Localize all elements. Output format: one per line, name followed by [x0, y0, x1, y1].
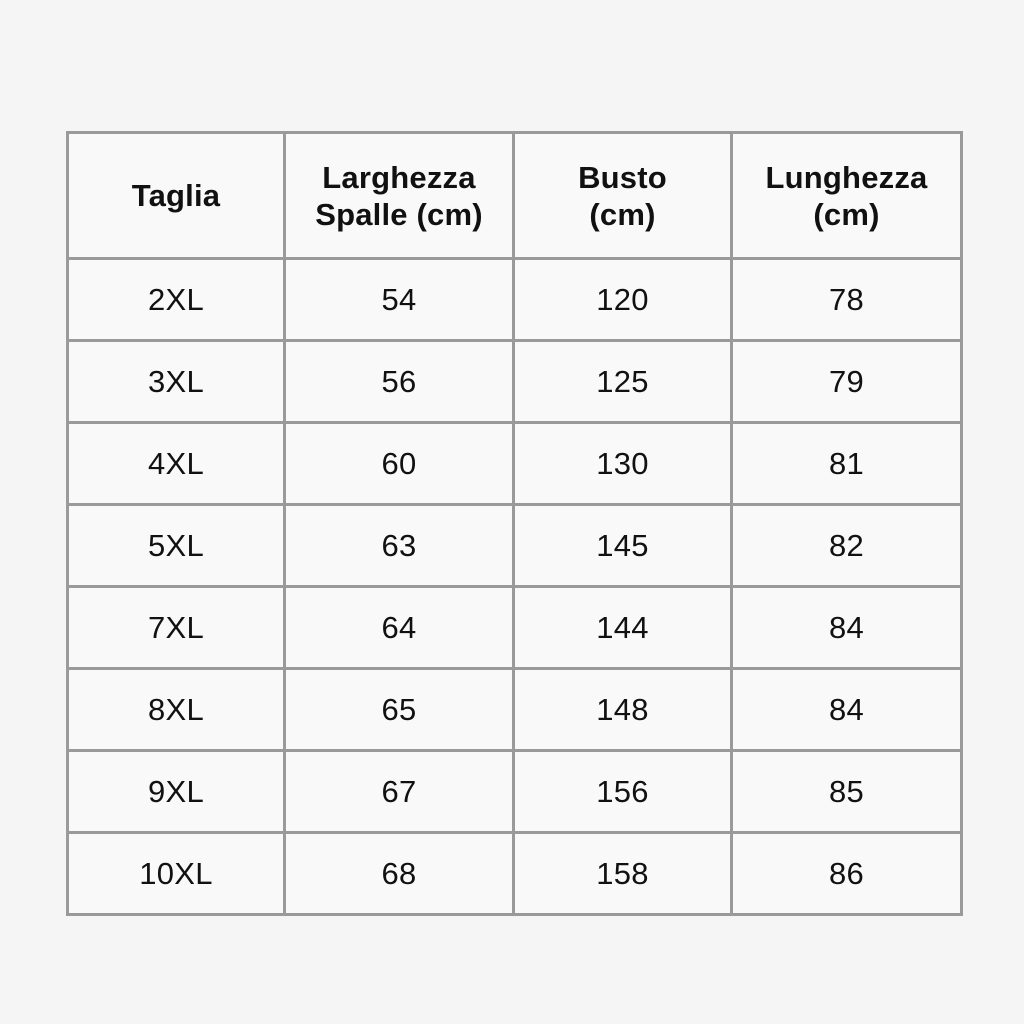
cell-larghezza-spalle: 56: [285, 341, 514, 423]
cell-busto: 130: [514, 423, 732, 505]
cell-taglia: 8XL: [68, 669, 285, 751]
header-row: [68, 133, 962, 259]
cell-lunghezza: 78: [732, 259, 962, 341]
cell-larghezza-spalle: 68: [285, 833, 514, 915]
cell-larghezza-spalle: 54: [285, 259, 514, 341]
table-row: [68, 751, 962, 833]
cell-taglia: 3XL: [68, 341, 285, 423]
cell-larghezza-spalle: 65: [285, 669, 514, 751]
cell-taglia: 2XL: [68, 259, 285, 341]
table-row: [68, 423, 962, 505]
cell-lunghezza: 86: [732, 833, 962, 915]
header-larghezza-spalle: Larghezza Spalle (cm): [285, 133, 514, 259]
table-row: [68, 505, 962, 587]
cell-lunghezza: 85: [732, 751, 962, 833]
cell-larghezza-spalle: 63: [285, 505, 514, 587]
cell-taglia: 5XL: [68, 505, 285, 587]
table-row: [68, 669, 962, 751]
cell-taglia: 9XL: [68, 751, 285, 833]
cell-larghezza-spalle: 67: [285, 751, 514, 833]
cell-busto: 148: [514, 669, 732, 751]
cell-busto: 144: [514, 587, 732, 669]
cell-lunghezza: 81: [732, 423, 962, 505]
size-chart-table: [66, 131, 963, 916]
cell-taglia: 4XL: [68, 423, 285, 505]
cell-larghezza-spalle: 64: [285, 587, 514, 669]
cell-busto: 145: [514, 505, 732, 587]
table-header: [68, 133, 962, 259]
cell-busto: 158: [514, 833, 732, 915]
cell-taglia: 7XL: [68, 587, 285, 669]
cell-taglia: 10XL: [68, 833, 285, 915]
cell-lunghezza: 84: [732, 587, 962, 669]
cell-lunghezza: 82: [732, 505, 962, 587]
table-row: [68, 587, 962, 669]
cell-busto: 125: [514, 341, 732, 423]
cell-lunghezza: 79: [732, 341, 962, 423]
header-busto: Busto (cm): [514, 133, 732, 259]
table-row: [68, 259, 962, 341]
table-body: [68, 259, 962, 915]
table-row: [68, 341, 962, 423]
table-row: [68, 833, 962, 915]
header-taglia: Taglia: [68, 133, 285, 259]
cell-larghezza-spalle: 60: [285, 423, 514, 505]
cell-busto: 120: [514, 259, 732, 341]
cell-busto: 156: [514, 751, 732, 833]
cell-lunghezza: 84: [732, 669, 962, 751]
header-lunghezza: Lunghezza (cm): [732, 133, 962, 259]
